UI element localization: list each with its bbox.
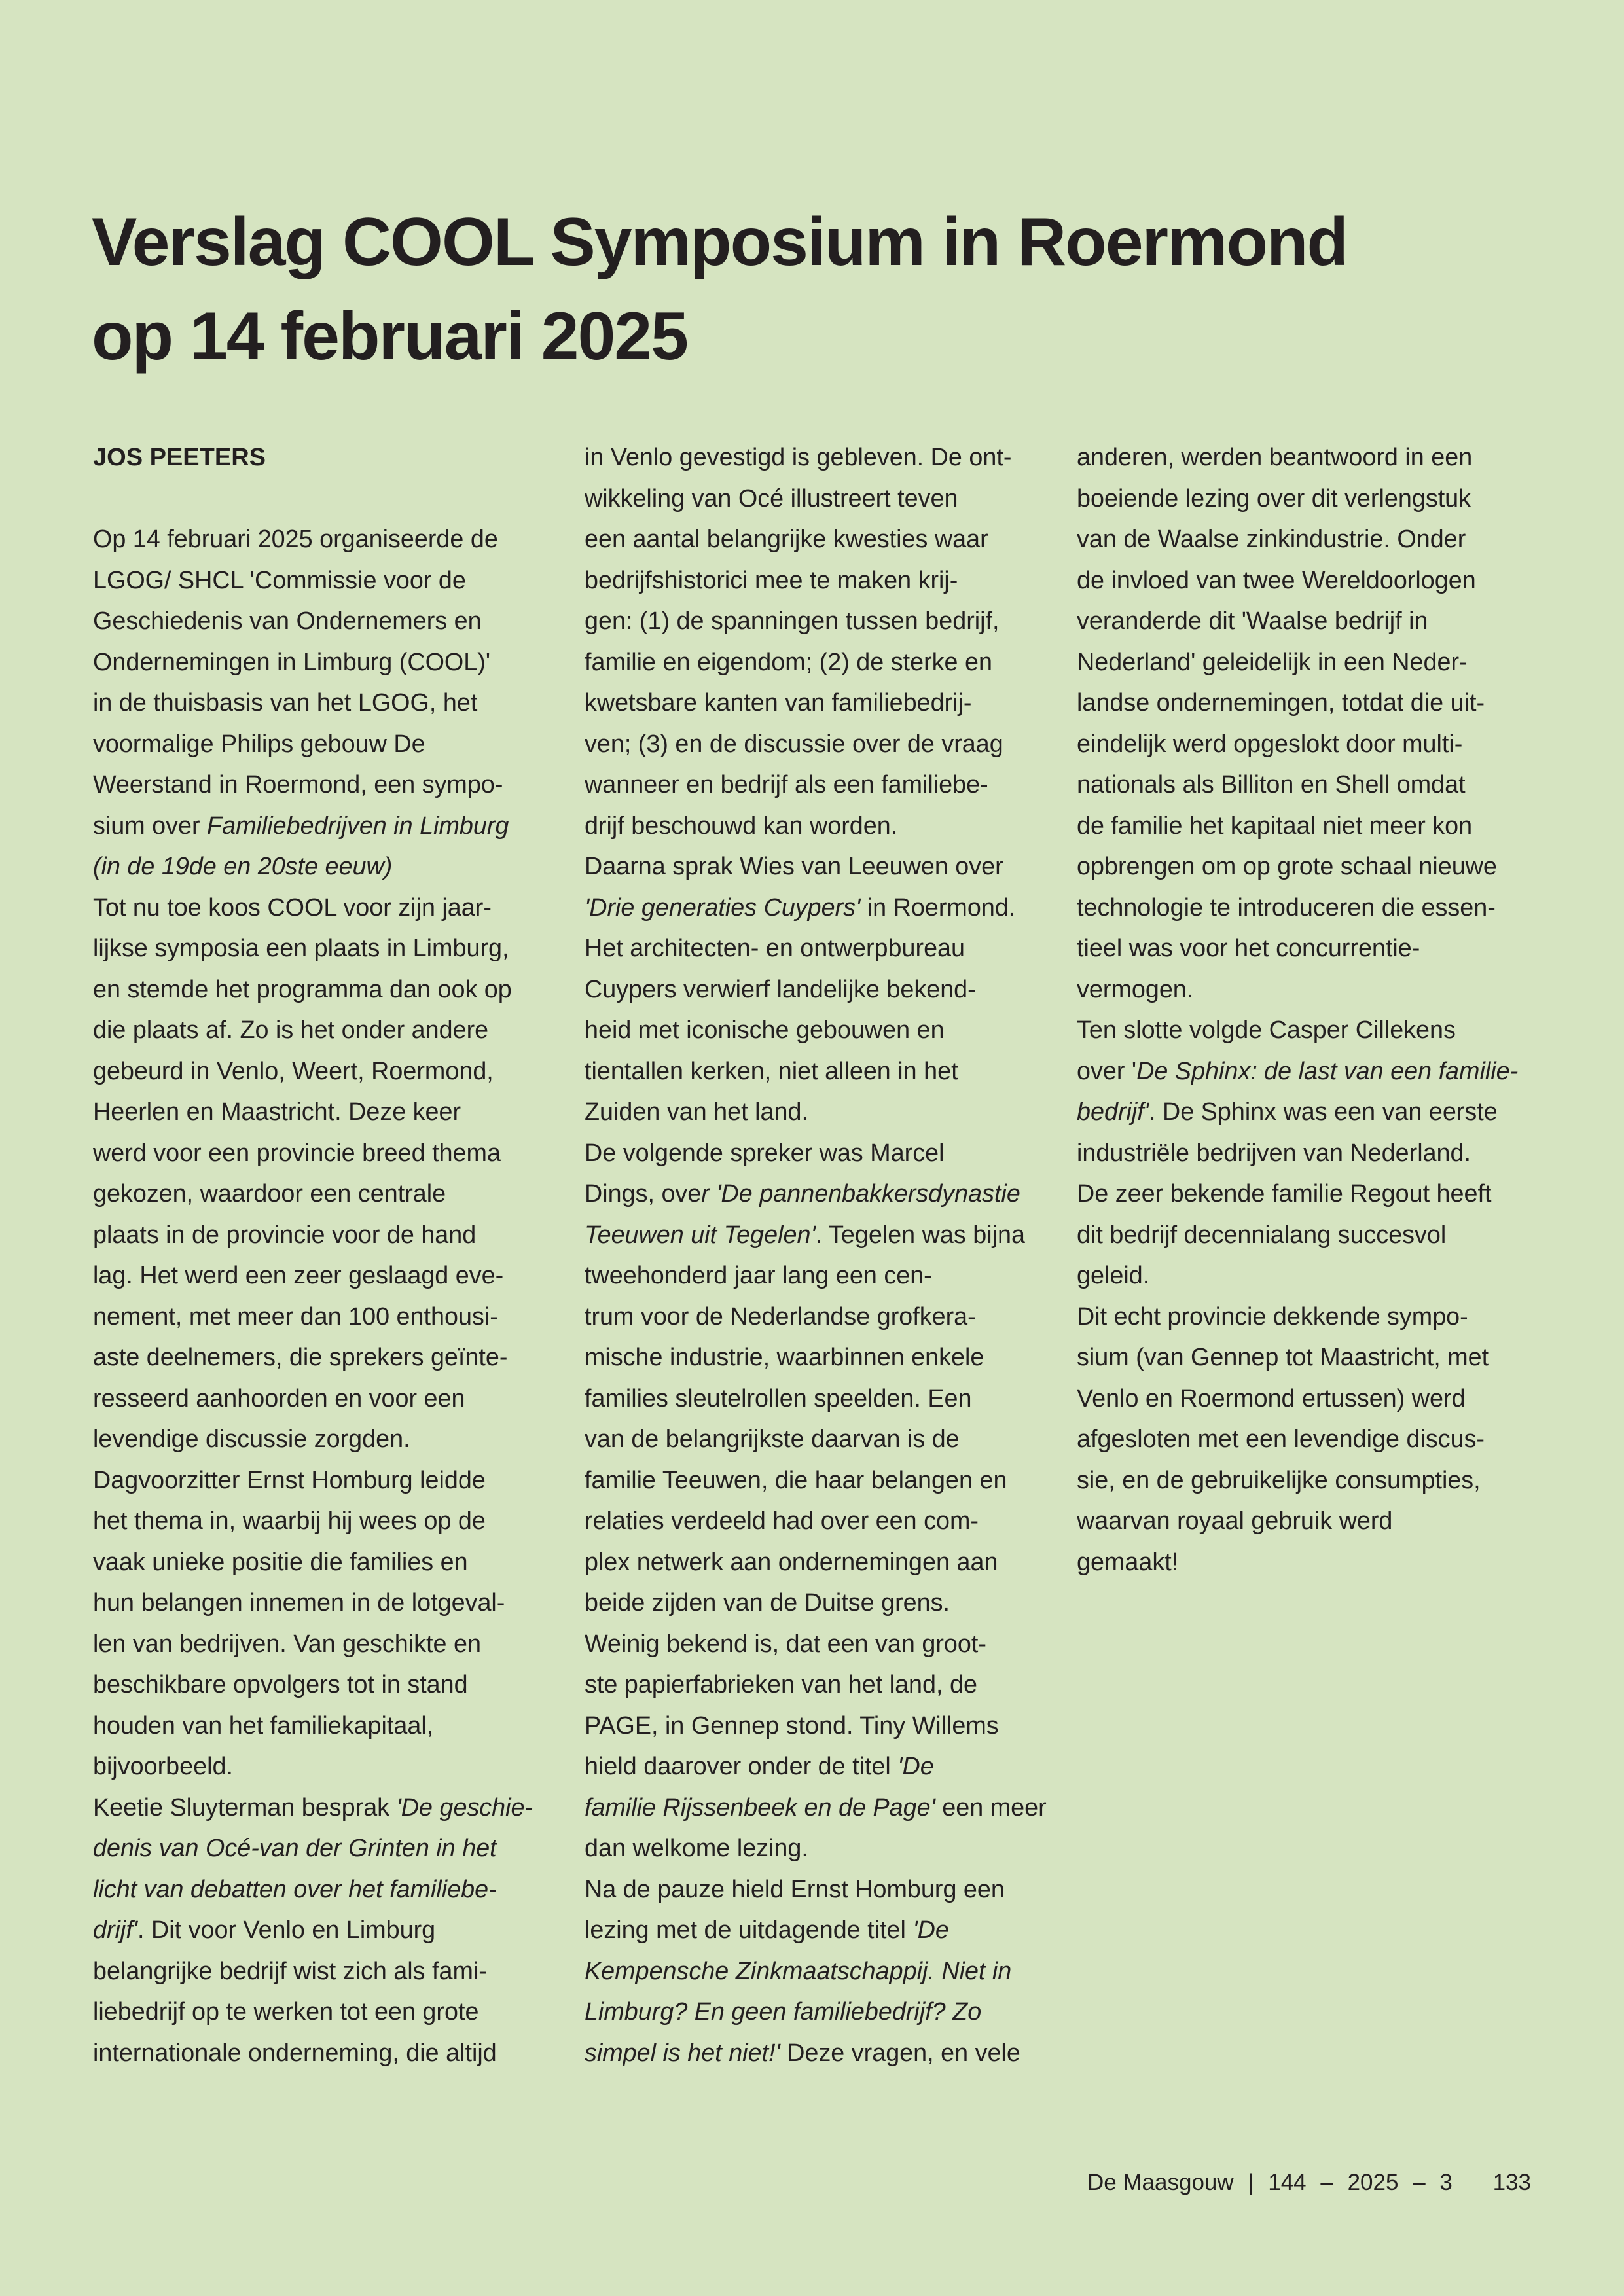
text-segment: anderen, werden beantwoord in een (1077, 444, 1473, 471)
text-line (585, 1910, 1053, 1951)
text-segment: bedrijfshistorici mee te maken krij- (585, 566, 958, 594)
text-segment: van de Waalse zinkindustrie. Onder (1077, 526, 1466, 553)
text-line (1077, 1133, 1545, 1174)
text-segment: het thema in, waarbij hij wees op de (93, 1507, 486, 1535)
text-segment: Daarna sprak Wies van Leeuwen over (585, 853, 1003, 880)
text-segment: Cuypers verwierf landelijke bekend- (585, 975, 976, 1003)
text-segment: Zuiden van het land. (585, 1098, 808, 1126)
text-line (1077, 1051, 1545, 1092)
text-line (585, 478, 1053, 520)
text-segment: drijf beschouwd kan worden. (585, 812, 898, 840)
text-segment: belangrijke bedrijf wist zich als fami- (93, 1957, 487, 1985)
text-line (93, 1746, 561, 1787)
text-segment: Dit echt provincie dekkende sympo- (1077, 1302, 1468, 1331)
text-line (1077, 888, 1545, 929)
text-line (93, 1255, 561, 1297)
italic-text: De Sphinx: de last van een familie- (1136, 1057, 1519, 1085)
text-segment: tientallen kerken, niet alleen in het (585, 1057, 958, 1085)
text-line (93, 888, 561, 929)
text-segment: lijkse symposia een plaats in Limburg, (93, 935, 509, 962)
text-segment: gen: (1) de spanningen tussen bedrijf, (585, 607, 1000, 635)
text-segment: kwetsbare kanten van familiebedrij- (585, 689, 972, 717)
text-segment: . De Sphinx was een van eerste (1148, 1098, 1498, 1126)
text-segment: dan welkome lezing. (585, 1835, 808, 1862)
text-segment: de invloed van twee Wereldoorlogen (1077, 566, 1476, 594)
text-segment: lag. Het werd een zeer geslaagd eve- (93, 1262, 504, 1289)
text-segment: van de belangrijkste daarvan is de (585, 1426, 960, 1453)
text-segment: bijvoorbeeld. (93, 1753, 233, 1780)
text-line (1077, 1460, 1545, 1501)
text-column-2 (585, 437, 1056, 2073)
text-line (585, 1828, 1053, 1869)
text-segment: levendige discussie zorgden. (93, 1426, 410, 1453)
text-line (585, 1297, 1053, 1338)
text-line (93, 1501, 561, 1542)
italic-text: denis van Océ-van der Grinten in het (93, 1835, 497, 1862)
text-line (93, 560, 561, 601)
text-segment: LGOG/ SHCL 'Commissie voor de (93, 566, 466, 594)
text-segment: hield daarover onder de titel (585, 1753, 898, 1780)
text-segment: hun belangen innemen in de lotgeval- (93, 1589, 505, 1617)
text-line (93, 1869, 561, 1910)
text-line (1077, 642, 1545, 683)
text-segment: Geschiedenis van Ondernemers en (93, 607, 482, 635)
text-line (93, 601, 561, 642)
text-line (585, 2033, 1053, 2074)
text-segment: technologie te introduceren die essen- (1077, 893, 1496, 922)
text-segment: aste deelnemers, die sprekers geïnte- (93, 1344, 508, 1371)
text-column-1 (93, 437, 564, 2073)
text-segment: plex netwerk aan ondernemingen aan (585, 1548, 998, 1576)
text-segment: houden van het familiekapitaal, (93, 1712, 434, 1740)
text-segment: De zeer bekende familie Regout heeft (1077, 1180, 1492, 1208)
text-line (93, 1664, 561, 1706)
text-line (1077, 601, 1545, 642)
text-segment: een aantal belangrijke kwesties waar (585, 526, 988, 553)
text-line (585, 1051, 1053, 1092)
italic-text: familie Rijssenbeek en de Page' (585, 1793, 935, 1821)
italic-text: Teeuwen uit Tegelen' (585, 1221, 816, 1249)
text-segment: ven; (3) en de discussie over de vraag (585, 730, 1003, 758)
text-segment: beide zijden van de Duitse grens. (585, 1589, 950, 1617)
text-line (93, 1378, 561, 1420)
text-line (93, 1706, 561, 1747)
journal-name: De Maasgouw (1087, 2170, 1234, 2195)
text-segment: veranderde dit 'Waalse bedrijf in (1077, 607, 1428, 635)
text-line (93, 2033, 561, 2074)
text-line (585, 601, 1053, 642)
text-line (1077, 1501, 1545, 1542)
text-line (1077, 764, 1545, 806)
footer-dash: – (1320, 2170, 1333, 2195)
italic-text: Kempensche Zinkmaatschappij. Niet in (585, 1957, 1012, 1985)
italic-text: bedrijf' (1077, 1098, 1149, 1126)
text-line (1077, 1010, 1545, 1051)
text-line (1077, 683, 1545, 724)
text-segment: Keetie Sluyterman besprak (93, 1793, 397, 1821)
text-segment: internationale onderneming, die altijd (93, 2039, 497, 2067)
text-segment: familie Teeuwen, die haar belangen en (585, 1466, 1007, 1494)
text-line (1077, 1337, 1545, 1378)
text-line (93, 642, 561, 683)
text-line (585, 928, 1053, 969)
text-line (1077, 846, 1545, 888)
text-segment: Ondernemingen in Limburg (COOL)' (93, 648, 491, 676)
text-segment: len van bedrijven. Van geschikte en (93, 1630, 481, 1658)
text-line (93, 1092, 561, 1133)
text-line (585, 806, 1053, 847)
text-segment: relaties verdeeld had over een com- (585, 1507, 979, 1535)
spacer (93, 478, 564, 520)
text-segment: de familie het kapitaal niet meer kon (1077, 812, 1473, 840)
text-segment: plaats in de provincie voor de hand (93, 1221, 477, 1249)
text-line (585, 1664, 1053, 1706)
text-line (93, 846, 561, 888)
text-line (93, 1010, 561, 1051)
text-segment: trum voor de Nederlandse grofkera- (585, 1302, 976, 1331)
text-line (1077, 1092, 1545, 1133)
text-segment: die plaats af. Zo is het onder andere (93, 1016, 489, 1044)
text-segment: tweehonderd jaar lang een cen- (585, 1262, 932, 1289)
text-segment: geleid. (1077, 1262, 1150, 1289)
text-segment: mische industrie, waarbinnen enkele (585, 1344, 984, 1371)
text-segment: liebedrijf op te werken tot een grote (93, 1998, 479, 2026)
text-line (93, 1787, 561, 1829)
text-line (93, 969, 561, 1011)
text-line (93, 724, 561, 765)
text-line (585, 437, 1053, 478)
text-line (1077, 560, 1545, 601)
italic-text: 'De (912, 1916, 949, 1944)
text-segment: wanneer en bedrijf als een familiebe- (585, 771, 988, 798)
text-line (585, 1746, 1053, 1787)
text-segment: familie en eigendom; (2) de sterke en (585, 648, 992, 676)
italic-text: Limburg? En geen familiebedrijf? Zo (585, 1998, 982, 2026)
text-segment: . Dit voor Venlo en Limburg (137, 1916, 436, 1944)
text-line (93, 1542, 561, 1583)
italic-text: Familiebedrijven in Limburg (207, 812, 509, 840)
text-line (585, 683, 1053, 724)
text-segment: landse ondernemingen, totdat die uit- (1077, 689, 1485, 717)
text-segment: tieel was voor het concurrentie- (1077, 935, 1420, 962)
text-segment: vaak unieke positie die families en (93, 1548, 468, 1576)
text-line (1077, 437, 1545, 478)
italic-text: 'De geschie- (396, 1793, 533, 1821)
text-segment: Heerlen en Maastricht. Deze keer (93, 1098, 461, 1126)
text-segment: Dagvoorzitter Ernst Homburg leidde (93, 1466, 486, 1494)
text-line (585, 1624, 1053, 1665)
text-line (93, 806, 561, 847)
text-line (93, 1910, 561, 1951)
footer-separator: | (1248, 2170, 1254, 2195)
text-line (1077, 724, 1545, 765)
text-segment: De volgende spreker was Marcel (585, 1139, 945, 1167)
text-segment: waarvan royaal gebruik werd (1077, 1507, 1393, 1535)
text-segment: beschikbare opvolgers tot in stand (93, 1671, 468, 1698)
text-line (585, 1133, 1053, 1174)
text-line (93, 1951, 561, 1992)
text-segment: Dings, ove (585, 1180, 702, 1208)
text-line (93, 1992, 561, 2033)
italic-text: r 'De pannenbakkersdynastie (701, 1180, 1020, 1208)
text-line (585, 1992, 1053, 2033)
text-line (1077, 1297, 1545, 1338)
text-line (93, 1828, 561, 1869)
text-line (585, 1010, 1053, 1051)
text-line (1077, 928, 1545, 969)
text-segment: Nederland' geleidelijk in een Neder- (1077, 648, 1468, 676)
text-segment: ste papierfabrieken van het land, de (585, 1671, 977, 1698)
text-segment: sium (van Gennep tot Maastricht, met (1077, 1344, 1489, 1371)
italic-text: simpel is het niet!' (585, 2039, 780, 2067)
text-line (93, 683, 561, 724)
text-line (93, 1174, 561, 1215)
author-byline: JOS PEETERS (93, 444, 266, 471)
text-segment: Deze vragen, en vele (780, 2039, 1020, 2067)
text-line (585, 1337, 1053, 1378)
article-title (92, 195, 1532, 384)
text-line (585, 1378, 1053, 1420)
text-line (1077, 1255, 1545, 1297)
footer-dash: – (1413, 2170, 1426, 2195)
text-line (585, 1501, 1053, 1542)
text-segment: over ' (1077, 1057, 1137, 1085)
text-segment: dit bedrijf decennialang succesvol (1077, 1221, 1447, 1249)
text-line (585, 1787, 1053, 1829)
text-line (93, 519, 561, 560)
text-segment: afgesloten met een levendige discus- (1077, 1426, 1485, 1453)
text-segment: lezing met de uitdagende titel (585, 1916, 913, 1944)
text-segment: en stemde het programma dan ook op (93, 975, 512, 1003)
text-segment: Op 14 februari 2025 organiseerde de (93, 526, 498, 553)
text-line (585, 1542, 1053, 1583)
text-segment: heid met iconische gebouwen en (585, 1016, 945, 1044)
text-line (585, 1215, 1053, 1256)
text-line (93, 1583, 561, 1624)
text-segment: Ten slotte volgde Casper Cillekens (1077, 1016, 1456, 1044)
italic-text: 'De (897, 1753, 934, 1780)
italic-text: licht van debatten over het familiebe- (93, 1875, 497, 1903)
text-line (93, 1297, 561, 1338)
text-segment: werd voor een provincie breed thema (93, 1139, 501, 1167)
text-segment: in Roermond. (860, 893, 1016, 922)
text-line (585, 1174, 1053, 1215)
text-line (585, 1951, 1053, 1992)
text-segment: gekozen, waardoor een centrale (93, 1180, 446, 1208)
text-line (1077, 1542, 1545, 1583)
text-line (585, 1706, 1053, 1747)
text-line (585, 724, 1053, 765)
text-line (1077, 969, 1545, 1011)
page-footer (1087, 2163, 1531, 2202)
text-line (93, 1337, 561, 1378)
text-line (585, 1583, 1053, 1624)
text-segment: eindelijk werd opgeslokt door multi- (1077, 730, 1463, 758)
text-line (585, 888, 1053, 929)
text-line (93, 1419, 561, 1460)
text-line (1077, 1215, 1545, 1256)
text-line (585, 846, 1053, 888)
issue-number: 3 (1439, 2170, 1453, 2195)
text-line (585, 764, 1053, 806)
text-line (1077, 478, 1545, 520)
text-line (1077, 806, 1545, 847)
page-number: 133 (1492, 2170, 1531, 2195)
text-segment: Tot nu toe koos COOL voor zijn jaar- (93, 893, 492, 922)
text-line (585, 1255, 1053, 1297)
text-segment: Venlo en Roermond ertussen) werd (1077, 1384, 1466, 1412)
text-segment: boeiende lezing over dit verlengstuk (1077, 484, 1471, 512)
text-segment: Weerstand in Roermond, een sympo- (93, 771, 503, 798)
text-segment: nationals als Billiton en Shell omdat (1077, 771, 1466, 798)
text-line (93, 1215, 561, 1256)
text-segment: resseerd aanhoorden en voor een (93, 1384, 465, 1412)
text-line (585, 1092, 1053, 1133)
year: 2025 (1347, 2170, 1399, 2195)
italic-text: (in de 19de en 20ste eeuw) (93, 853, 393, 880)
text-line (585, 519, 1053, 560)
text-line (1077, 519, 1545, 560)
text-line (93, 928, 561, 969)
text-segment: wikkeling van Océ illustreert teven (585, 484, 958, 512)
text-segment: Weinig bekend is, dat een van groot- (585, 1630, 986, 1658)
text-line (585, 560, 1053, 601)
text-segment: opbrengen om op grote schaal nieuwe (1077, 853, 1497, 880)
text-segment: nement, met meer dan 100 enthousi- (93, 1302, 498, 1331)
text-segment: vermogen. (1077, 975, 1194, 1003)
text-segment: . Tegelen was bijna (815, 1221, 1025, 1249)
text-line (1077, 1174, 1545, 1215)
text-segment: gebeurd in Venlo, Weert, Roermond, (93, 1057, 494, 1085)
text-segment: voormalige Philips gebouw De (93, 730, 425, 758)
text-segment: sie, en de gebruikelijke consumpties, (1077, 1466, 1481, 1494)
text-line (93, 1051, 561, 1092)
text-line (585, 1460, 1053, 1501)
text-segment: in de thuisbasis van het LGOG, het (93, 689, 478, 717)
text-line (93, 1460, 561, 1501)
volume-number: 144 (1268, 2170, 1307, 2195)
text-segment: gemaakt! (1077, 1548, 1179, 1576)
text-line (585, 969, 1053, 1011)
text-segment: PAGE, in Gennep stond. Tiny Willems (585, 1712, 999, 1740)
article-title-line-1: Verslag COOL Symposium in Roermond (92, 204, 1348, 280)
text-line (93, 1133, 561, 1174)
text-line (585, 1869, 1053, 1910)
italic-text: drijf' (93, 1916, 138, 1944)
text-segment: een meer (935, 1793, 1047, 1821)
text-segment: sium over (93, 812, 208, 840)
text-segment: Na de pauze hield Ernst Homburg een (585, 1875, 1005, 1903)
text-line (1077, 1419, 1545, 1460)
text-line (1077, 1378, 1545, 1420)
text-segment: families sleutelrollen speelden. Een (585, 1384, 972, 1412)
text-segment: industriële bedrijven van Nederland. (1077, 1139, 1471, 1167)
italic-text: 'Drie generaties Cuypers' (585, 893, 861, 922)
text-line (585, 1419, 1053, 1460)
article-title-line-2: op 14 februari 2025 (92, 298, 687, 374)
text-segment: in Venlo gevestigd is gebleven. De ont- (585, 444, 1012, 471)
text-line (93, 1624, 561, 1665)
text-segment: Het architecten- en ontwerpbureau (585, 935, 965, 962)
text-line (93, 764, 561, 806)
text-column-3 (1077, 437, 1548, 1583)
text-line (585, 642, 1053, 683)
